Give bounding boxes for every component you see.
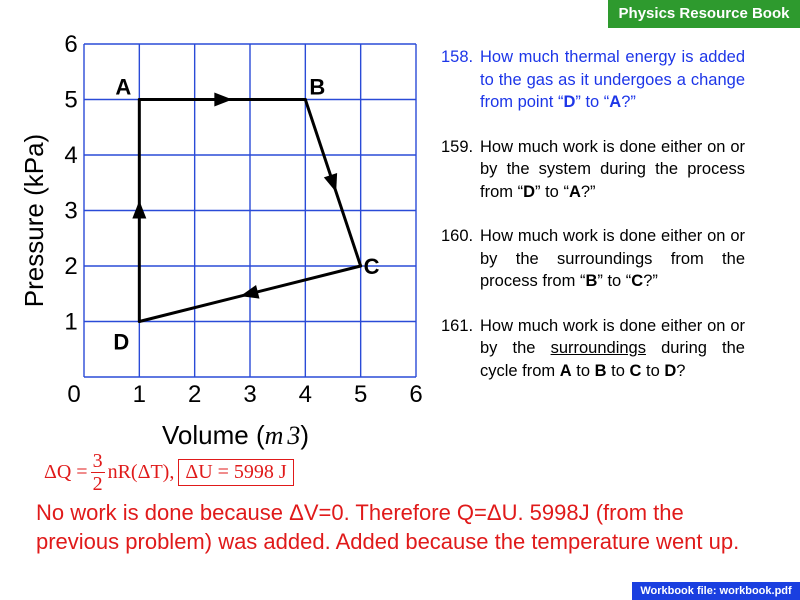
question-text bbox=[480, 46, 745, 114]
question-text bbox=[480, 136, 745, 204]
arrow-a-b bbox=[214, 93, 232, 107]
question-number: 159. bbox=[441, 137, 474, 156]
q-text-part: How much thermal energy is added to the gas as it undergoes a change from point “ bbox=[480, 48, 745, 111]
arrow-b-c bbox=[324, 173, 343, 194]
q-point-label: D bbox=[563, 93, 576, 111]
x-tick-label: 4 bbox=[298, 381, 313, 408]
q-point-label: A bbox=[559, 361, 572, 380]
y-tick-label: 4 bbox=[64, 142, 78, 169]
y-tick-label: 3 bbox=[64, 197, 78, 225]
y-tick-label: 5 bbox=[64, 86, 78, 114]
q-point-label: D bbox=[664, 361, 677, 380]
heat-formula bbox=[44, 447, 294, 497]
question-text bbox=[480, 225, 745, 293]
q-text-part: How much work is done either on or by the bbox=[480, 316, 745, 357]
x-tick-label: 3 bbox=[243, 381, 257, 408]
pv-diagram-chart bbox=[0, 0, 440, 460]
arrow-c-d bbox=[239, 285, 260, 303]
question-number: 161. bbox=[441, 316, 474, 335]
question-number: 158. bbox=[441, 48, 474, 66]
q-point-label: C bbox=[629, 361, 642, 380]
process-path bbox=[132, 93, 360, 322]
q-text-part: ?” bbox=[580, 182, 596, 201]
q-point-label: C bbox=[631, 272, 644, 290]
x-tick-label: 1 bbox=[132, 381, 147, 408]
x-axis-label-close: ) bbox=[300, 420, 310, 450]
x-tick-label: 2 bbox=[187, 381, 202, 408]
x-axis-label-text: Volume ( bbox=[162, 420, 265, 450]
book-title-banner: Physics Resource Book bbox=[608, 0, 800, 28]
q-text-part: during the cycle from bbox=[480, 339, 745, 380]
fraction-numerator: 3 bbox=[92, 449, 103, 472]
point-label-b: B bbox=[309, 74, 326, 100]
q-point-label: D bbox=[523, 182, 536, 201]
y-tick-label: 6 bbox=[64, 31, 78, 58]
fraction-denominator: 2 bbox=[92, 472, 103, 495]
q-text-part: ?” bbox=[621, 93, 636, 111]
q-text-part: ” to “ bbox=[535, 182, 569, 201]
q-text-part: ” to “ bbox=[575, 93, 610, 111]
answer-text: No work is done because ΔV=0. Therefore Q=ΔU. 5998J (from the previous problem) was added. Added because the temperature went up. bbox=[36, 500, 740, 554]
q-point-label: A bbox=[609, 93, 622, 111]
x-tick-label: 6 bbox=[409, 381, 423, 408]
x-axis-label bbox=[162, 420, 309, 450]
question-160 bbox=[441, 225, 745, 293]
question-159 bbox=[441, 136, 745, 204]
q-text-part: to bbox=[606, 361, 630, 380]
question-number: 160. bbox=[441, 227, 474, 245]
boxed-result: ΔU = 5998 J bbox=[178, 459, 293, 486]
point-label-d: D bbox=[113, 329, 130, 355]
question-161 bbox=[441, 315, 745, 383]
q-point-label: B bbox=[594, 361, 607, 380]
formula-fraction bbox=[91, 450, 105, 495]
formula-rhs: nR(ΔT), bbox=[107, 460, 175, 483]
formula-lhs: ΔQ = bbox=[44, 460, 88, 483]
workbook-file-label: Workbook file: workbook.pdf bbox=[632, 582, 800, 600]
q-underlined-word: surroundings bbox=[550, 339, 646, 357]
q-point-label: B bbox=[585, 272, 598, 290]
y-axis-label: Pressure (kPa) bbox=[19, 133, 49, 308]
q-text-part: to bbox=[641, 361, 665, 380]
x-axis-label-exp: 3 bbox=[287, 421, 301, 450]
x-tick-label: 5 bbox=[353, 381, 368, 408]
y-tick-label: 2 bbox=[64, 253, 78, 280]
grid-lines bbox=[84, 44, 416, 377]
x-tick-label: 0 bbox=[67, 381, 81, 408]
q-text-part: ?” bbox=[643, 272, 658, 290]
q-text-part: to bbox=[571, 361, 595, 380]
question-list bbox=[441, 46, 745, 404]
point-label-c: C bbox=[363, 254, 380, 279]
x-axis-label-unit: m bbox=[264, 421, 284, 450]
q-text-part: How much work is done either on or by the system during the process from “ bbox=[480, 137, 745, 201]
question-text bbox=[480, 315, 745, 383]
q-text-part: ” to “ bbox=[597, 272, 632, 290]
point-label-a: A bbox=[115, 74, 132, 100]
q-text-part: ? bbox=[676, 361, 686, 380]
arrow-d-a bbox=[132, 201, 146, 219]
q-point-label: A bbox=[568, 182, 581, 201]
q-text-part: How much work is done either on or by the surroundings from the process from “ bbox=[480, 227, 745, 290]
question-158 bbox=[441, 46, 745, 114]
y-tick-label: 1 bbox=[64, 308, 78, 336]
point-labels bbox=[113, 75, 379, 355]
